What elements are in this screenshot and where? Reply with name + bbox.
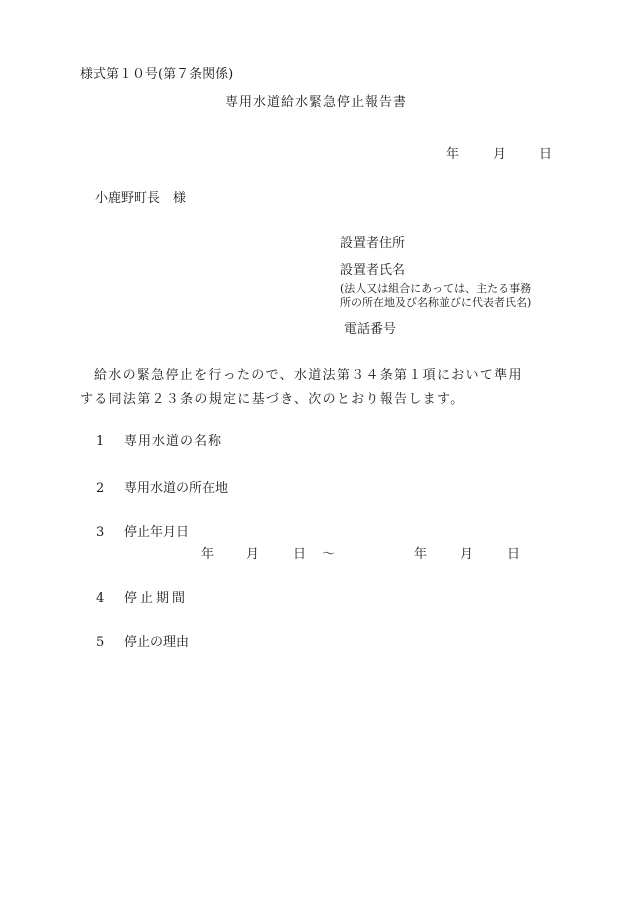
item-number: 5 xyxy=(96,635,105,650)
item-label-stop-reason: 停止の理由 xyxy=(124,635,190,650)
stop-end-day-label: 日 xyxy=(507,547,521,562)
stop-period-separator: ～ xyxy=(322,547,336,562)
item-number: 3 xyxy=(96,525,105,540)
item-label-stop-duration: 停止期間 xyxy=(124,591,189,606)
item-label-stop-date: 停止年月日 xyxy=(124,525,190,540)
body-text-line-1: 給水の緊急停止を行ったので、水道法第３４条第１項において準用 xyxy=(94,368,523,383)
stop-end-year-label: 年 xyxy=(414,547,428,562)
corporation-note-line-1: (法人又は組合にあっては、主たる事務 xyxy=(340,282,532,295)
stop-end-month-label: 月 xyxy=(460,547,474,562)
date-year-label: 年 xyxy=(446,147,460,162)
stop-start-month-label: 月 xyxy=(246,547,260,562)
form-number: 様式第１０号(第７条関係) xyxy=(80,67,234,82)
document-title: 専用水道給水緊急停止報告書 xyxy=(225,95,408,110)
installer-name-label: 設置者氏名 xyxy=(340,263,406,278)
installer-address-label: 設置者住所 xyxy=(340,236,406,251)
stop-start-day-label: 日 xyxy=(293,547,307,562)
date-month-label: 月 xyxy=(493,147,507,162)
date-day-label: 日 xyxy=(539,147,553,162)
addressee: 小鹿野町長 様 xyxy=(95,191,187,206)
phone-number-label: 電話番号 xyxy=(344,322,397,337)
corporation-note-line-2: 所の所在地及び名称並びに代表者氏名) xyxy=(340,296,532,309)
item-number: 2 xyxy=(96,481,105,496)
item-number: 1 xyxy=(96,434,105,449)
item-label-water-system-location: 専用水道の所在地 xyxy=(124,481,229,496)
item-label-water-system-name: 専用水道の名称 xyxy=(124,434,223,449)
body-text-line-2: する同法第２３条の規定に基づき、次のとおり報告します。 xyxy=(80,392,465,407)
item-number: 4 xyxy=(96,591,105,606)
stop-start-year-label: 年 xyxy=(201,547,215,562)
